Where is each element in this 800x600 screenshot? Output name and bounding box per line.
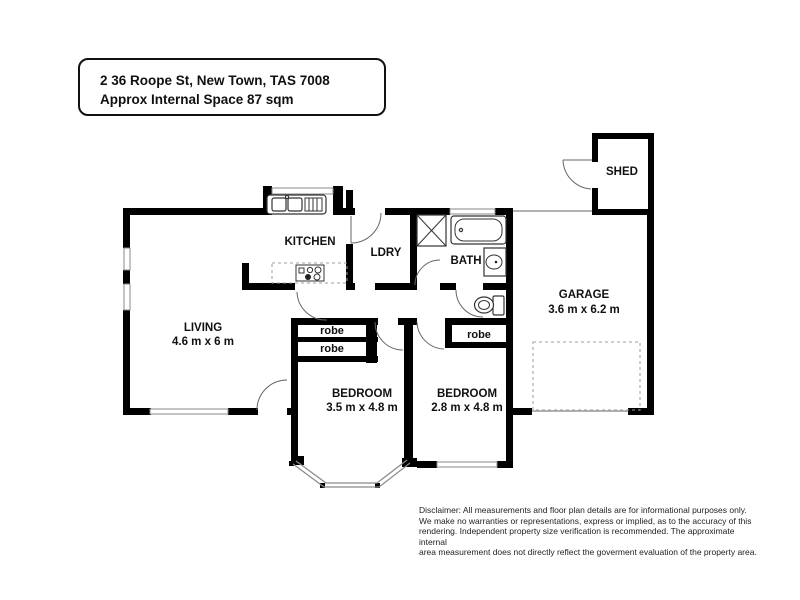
- kitchen-bench-cooktop-symbol: [272, 263, 347, 283]
- living-label: LIVING: [183, 322, 223, 334]
- garage-dimensions: 3.6 m x 6.2 m: [548, 304, 620, 316]
- disclaimer-line: rendering. Independent property size verification is recommended. The approximate internal: [419, 526, 735, 547]
- garage-label: GARAGE: [558, 289, 610, 301]
- bedroom-left-label: BEDROOM: [331, 388, 393, 400]
- disclaimer-line: area measurement does not directly reflect the goverment evaluation of the property area.: [419, 547, 757, 557]
- disclaimer: [419, 505, 759, 558]
- disclaimer-line: Disclaimer: All measurements and floor plan details are for informational purposes only.: [419, 505, 747, 515]
- toilet-symbol: [475, 296, 505, 315]
- internal-space-line: Approx Internal Space 87 sqm: [100, 92, 294, 107]
- laundry-label: LDRY: [370, 247, 402, 259]
- bay-window: [293, 460, 410, 487]
- shed-label: SHED: [606, 166, 638, 178]
- bedroom-left-dimensions: 3.5 m x 4.8 m: [326, 402, 398, 414]
- car-space: [533, 342, 640, 410]
- robe-label: robe: [467, 329, 491, 341]
- bedroom-right-dimensions: 2.8 m x 4.8 m: [431, 402, 503, 414]
- basin-symbol: [484, 248, 506, 276]
- bath-label: BATH: [450, 255, 482, 267]
- shower-symbol: [417, 215, 446, 246]
- robe-label: robe: [320, 343, 344, 355]
- bedroom-right-label: BEDROOM: [436, 388, 498, 400]
- bathtub-symbol: [451, 216, 506, 244]
- kitchen-sink-symbol: [267, 195, 326, 214]
- disclaimer-line: We make no warranties or representations, express or implied, as to the accuracy of this: [419, 515, 752, 526]
- living-dimensions: 4.6 m x 6 m: [171, 336, 235, 348]
- address-line: 2 36 Roope St, New Town, TAS 7008: [100, 73, 330, 88]
- robe-label: robe: [320, 325, 344, 337]
- kitchen-label: KITCHEN: [284, 236, 336, 248]
